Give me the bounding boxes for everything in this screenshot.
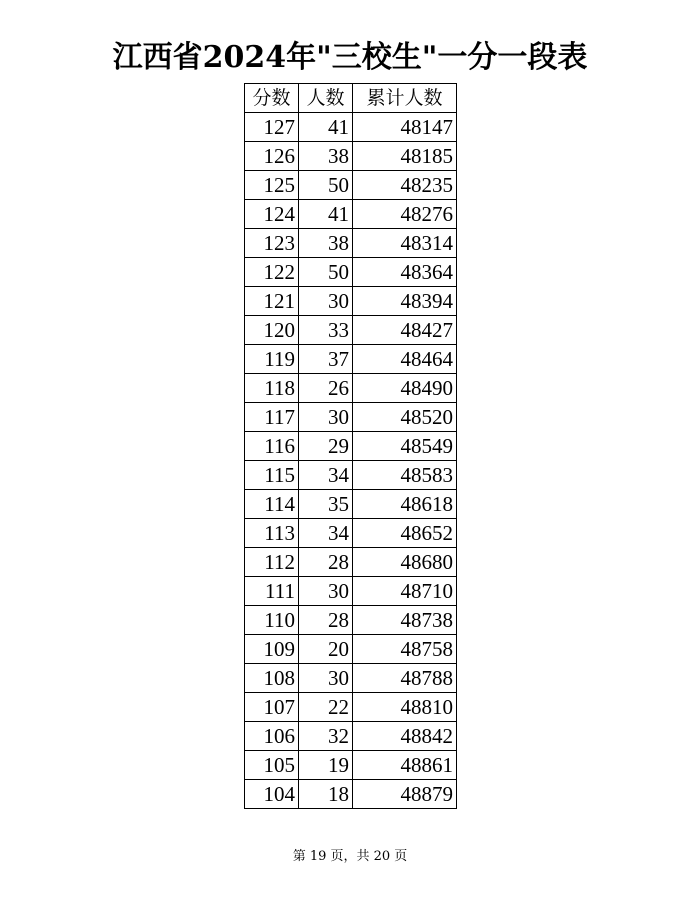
cell-count: 29 (299, 432, 353, 461)
table-row (245, 577, 457, 606)
cell-score: 126 (245, 142, 299, 171)
cell-score: 114 (245, 490, 299, 519)
cell-score: 121 (245, 287, 299, 316)
cell-score: 106 (245, 722, 299, 751)
cell-score: 122 (245, 258, 299, 287)
cell-score: 118 (245, 374, 299, 403)
cell-cumulative: 48314 (353, 229, 457, 258)
cell-cumulative: 48680 (353, 548, 457, 577)
cell-count: 41 (299, 113, 353, 142)
header-score: 分数 (245, 84, 299, 113)
cell-score: 109 (245, 635, 299, 664)
cell-cumulative: 48618 (353, 490, 457, 519)
cell-cumulative: 48276 (353, 200, 457, 229)
cell-cumulative: 48758 (353, 635, 457, 664)
cell-cumulative: 48427 (353, 316, 457, 345)
cell-count: 37 (299, 345, 353, 374)
cell-score: 123 (245, 229, 299, 258)
table-row (245, 490, 457, 519)
header-count: 人数 (299, 84, 353, 113)
table-row (245, 635, 457, 664)
table-row (245, 606, 457, 635)
cell-count: 18 (299, 780, 353, 809)
table-row (245, 171, 457, 200)
cell-count: 35 (299, 490, 353, 519)
table-body (245, 113, 457, 809)
cell-count: 38 (299, 229, 353, 258)
cell-score: 127 (245, 113, 299, 142)
table-row (245, 200, 457, 229)
cell-score: 113 (245, 519, 299, 548)
cell-count: 20 (299, 635, 353, 664)
cell-count: 34 (299, 461, 353, 490)
cell-count: 50 (299, 171, 353, 200)
cell-count: 34 (299, 519, 353, 548)
table-row (245, 258, 457, 287)
score-distribution-table (244, 83, 457, 809)
table-row (245, 316, 457, 345)
table-row (245, 722, 457, 751)
cell-score: 119 (245, 345, 299, 374)
cell-score: 107 (245, 693, 299, 722)
page-title: 江西省2024年"三校生"一分一段表 (112, 40, 588, 75)
table-row (245, 664, 457, 693)
table-row (245, 345, 457, 374)
cell-score: 115 (245, 461, 299, 490)
cell-count: 30 (299, 287, 353, 316)
cell-score: 105 (245, 751, 299, 780)
cell-cumulative: 48490 (353, 374, 457, 403)
cell-cumulative: 48185 (353, 142, 457, 171)
table-row (245, 374, 457, 403)
cell-cumulative: 48652 (353, 519, 457, 548)
table-row (245, 461, 457, 490)
cell-score: 116 (245, 432, 299, 461)
cell-cumulative: 48235 (353, 171, 457, 200)
table-row (245, 403, 457, 432)
cell-score: 120 (245, 316, 299, 345)
cell-count: 50 (299, 258, 353, 287)
cell-score: 124 (245, 200, 299, 229)
cell-score: 112 (245, 548, 299, 577)
cell-count: 28 (299, 606, 353, 635)
cell-score: 111 (245, 577, 299, 606)
cell-cumulative: 48788 (353, 664, 457, 693)
cell-score: 117 (245, 403, 299, 432)
cell-cumulative: 48147 (353, 113, 457, 142)
cell-cumulative: 48710 (353, 577, 457, 606)
cell-cumulative: 48861 (353, 751, 457, 780)
cell-score: 104 (245, 780, 299, 809)
cell-cumulative: 48879 (353, 780, 457, 809)
table-header-row (245, 84, 457, 113)
cell-cumulative: 48549 (353, 432, 457, 461)
table-row (245, 287, 457, 316)
table-row (245, 548, 457, 577)
header-cumulative: 累计人数 (353, 84, 457, 113)
page-footer: 第 19 页，共 20 页 (292, 849, 408, 864)
table-row (245, 142, 457, 171)
cell-score: 110 (245, 606, 299, 635)
cell-count: 19 (299, 751, 353, 780)
cell-cumulative: 48842 (353, 722, 457, 751)
cell-count: 33 (299, 316, 353, 345)
cell-count: 30 (299, 403, 353, 432)
table-row (245, 751, 457, 780)
cell-cumulative: 48364 (353, 258, 457, 287)
cell-cumulative: 48583 (353, 461, 457, 490)
cell-count: 26 (299, 374, 353, 403)
cell-cumulative: 48464 (353, 345, 457, 374)
cell-count: 30 (299, 664, 353, 693)
cell-count: 38 (299, 142, 353, 171)
table-row (245, 780, 457, 809)
cell-cumulative: 48394 (353, 287, 457, 316)
cell-cumulative: 48738 (353, 606, 457, 635)
cell-score: 108 (245, 664, 299, 693)
table-row (245, 519, 457, 548)
cell-cumulative: 48520 (353, 403, 457, 432)
cell-count: 30 (299, 577, 353, 606)
table-row (245, 432, 457, 461)
cell-count: 41 (299, 200, 353, 229)
table-row (245, 113, 457, 142)
cell-count: 28 (299, 548, 353, 577)
cell-count: 32 (299, 722, 353, 751)
cell-cumulative: 48810 (353, 693, 457, 722)
cell-count: 22 (299, 693, 353, 722)
cell-score: 125 (245, 171, 299, 200)
table-row (245, 693, 457, 722)
table-row (245, 229, 457, 258)
